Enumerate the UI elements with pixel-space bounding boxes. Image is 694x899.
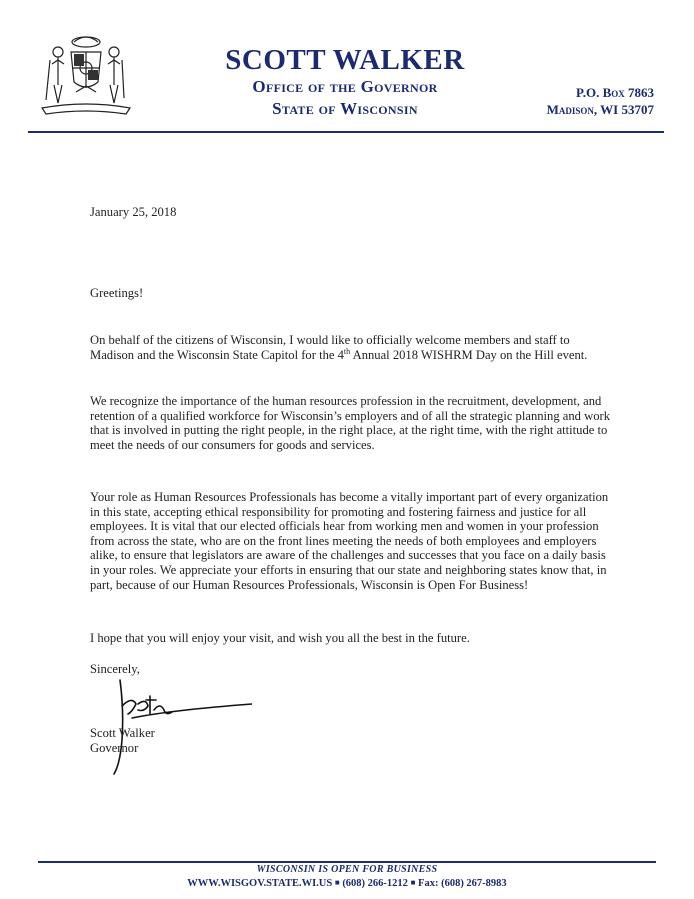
footer-fax: Fax: (608) 267-8983 <box>418 878 507 889</box>
letterhead-divider <box>28 131 664 133</box>
state-line: State of Wisconsin <box>272 99 418 118</box>
footer-divider <box>38 861 656 863</box>
governor-name-heading: SCOTT WALKER <box>225 44 465 76</box>
ordinal-suffix: th <box>343 346 351 356</box>
closing: Sincerely, <box>90 662 140 676</box>
city-zip: Madison, WI 53707 <box>546 102 654 117</box>
letter-greeting: Greetings! <box>90 286 144 300</box>
separator-square-icon: ■ <box>410 878 416 887</box>
po-box: P.O. Box 7863 <box>575 85 654 100</box>
signer-name: Scott Walker <box>90 726 155 740</box>
signer-title: Governor <box>90 741 139 755</box>
footer-phone: (608) 266-1212 <box>342 878 408 889</box>
separator-square-icon: ■ <box>334 878 340 887</box>
paragraph-2: We recognize the importance of the human resources profession in the recruitment, development, and retention of a qualified workforce for Wisconsin’s employers and of all the strategic planning and work that is involved in putting the right people, in the right place, at the right time, with the right attitude to meet the needs of our consumers for goods and services. <box>90 394 610 452</box>
letter-date: January 25, 2018 <box>90 205 177 219</box>
paragraph-1 <box>90 333 612 362</box>
letterhead-center <box>180 44 510 120</box>
paragraph-1-text-b: Annual 2018 WISHRM Day on the Hill event. <box>350 347 588 362</box>
mailing-address <box>547 84 654 118</box>
paragraph-1-text-a: On behalf of the citizens of Wisconsin, I would like to officially welcome members and staff to Madison and the Wisconsin State Capitol for the 4 <box>90 333 570 362</box>
paragraph-3: Your role as Human Resources Professionals has become a vitally important part of every organization in this state, accepting ethical responsibility for promoting and fostering fairness and justice for all employees. It is vital that our elected officials hear from working men and women in your profession from across the state, who are on the front lines meeting the needs of both employees and employers alike, to ensure that legislators are aware of the challenges and successes that you face on a daily basis in your roles. We appreciate your efforts in ensuring that our state and neighboring states know that, in part, because of our Human Resources Professionals, Wisconsin is Open For Business! <box>90 490 609 592</box>
signature-image <box>92 666 252 776</box>
footer-website: WWW.WISGOV.STATE.WI.US <box>187 878 333 889</box>
office-line: Office of the Governor <box>252 77 438 96</box>
footer-motto: WISCONSIN IS OPEN FOR BUSINESS <box>256 864 438 875</box>
paragraph-4: I hope that you will enjoy your visit, and wish you all the best in the future. <box>90 631 470 645</box>
state-seal-icon <box>36 30 136 120</box>
footer-contact <box>0 878 694 889</box>
